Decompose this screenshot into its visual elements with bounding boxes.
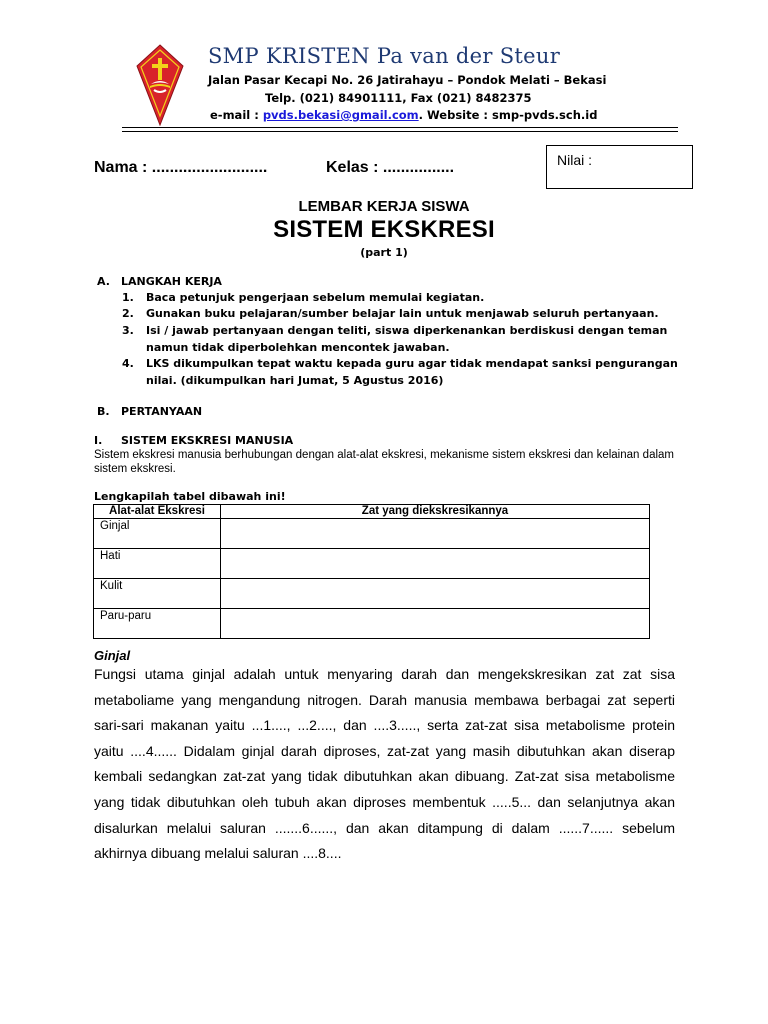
step-number: 1. xyxy=(122,291,134,304)
answer-cell[interactable] xyxy=(221,549,650,579)
organ-cell: Paru-paru xyxy=(94,609,221,639)
step-text: LKS dikumpulkan tepat waktu kepada guru agar tidak mendapat sanksi pengurangan nilai. (dikumpulkan hari Jumat, 5 Agustus 2016) xyxy=(146,357,678,387)
section-b-title: PERTANYAAN xyxy=(121,405,203,418)
table-row xyxy=(94,609,650,639)
section-1-description: Sistem ekskresi manusia berhubungan dengan alat-alat ekskresi, mekanisme sistem ekskresi dan kelainan dalam sistem ekskresi. xyxy=(94,449,674,475)
nama-field: Nama : .......................... xyxy=(94,159,268,176)
email-prefix: e-mail : xyxy=(210,108,263,122)
table-row xyxy=(94,519,650,549)
ginjal-paragraph: Fungsi utama ginjal adalah untuk menyaring darah dan mengekskresikan zat zat sisa metaboliame yang mengandung nitrogen. Darah manusia membawa berbagai zat seperti sari-sari makanan yaitu ...1...., ...2...., dan ....3....., serta zat-zat sisa metabolisme protein yaitu ....4...... Didalam ginjal darah diproses, zat-zat yang masih dibutuhkan akan diserap kembali sedangkan zat-zat yang tidak dibutuhkan akan dibuang. Zat-zat sisa metabolisme yang tidak dibutuhkan oleh tubuh akan diproses membentuk .....5... dan selanjutnya akan disalurkan melalui saluran .......6......, dan akan ditampung di dalam ......7...... sebelum akhirnya dibuang melalui saluran ....8.... xyxy=(94,666,675,862)
header-rule xyxy=(122,127,678,128)
section-a-title: LANGKAH KERJA xyxy=(121,275,222,288)
email-link[interactable]: pvds.bekasi@gmail.com xyxy=(262,108,419,122)
section-a-label: A. xyxy=(97,275,110,288)
nilai-label: Nilai : xyxy=(557,152,593,168)
step-number: 4. xyxy=(122,357,134,370)
table-header: Zat yang diekskresikannya xyxy=(221,505,650,519)
organ-cell: Hati xyxy=(94,549,221,579)
answer-cell[interactable] xyxy=(221,609,650,639)
step-text: Gunakan buku pelajaran/sumber belajar lain untuk menjawab seluruh pertanyaan. xyxy=(146,307,659,320)
table-header: Alat-alat Ekskresi xyxy=(94,505,221,519)
header-rule-thin xyxy=(122,131,678,132)
kelas-field: Kelas : ................ xyxy=(326,159,455,176)
school-address: Jalan Pasar Kecapi No. 26 Jatirahayu – Pondok Melati – Bekasi xyxy=(208,73,607,87)
school-logo xyxy=(136,44,184,126)
ginjal-heading: Ginjal xyxy=(94,648,131,663)
organ-cell: Ginjal xyxy=(94,519,221,549)
school-phone: Telp. (021) 84901111, Fax (021) 8482375 xyxy=(265,91,532,105)
answer-cell[interactable] xyxy=(221,519,650,549)
table-header-row xyxy=(94,505,650,519)
organ-cell: Kulit xyxy=(94,579,221,609)
website-text: . Website : smp-pvds.sch.id xyxy=(418,108,598,122)
school-contact xyxy=(210,108,597,122)
step-text: Isi / jawab pertanyaan dengan teliti, siswa diperkenankan berdiskusi dengan teman namun tidak diperbolehkan mencontek jawaban. xyxy=(146,324,668,354)
school-name: SMP KRISTEN Pa van der Steur xyxy=(208,44,561,68)
nilai-box xyxy=(546,145,693,189)
excretion-table xyxy=(93,504,650,639)
section-b-label: B. xyxy=(97,405,110,418)
step-number: 2. xyxy=(122,307,134,320)
cross-icon xyxy=(158,58,162,80)
worksheet-part: (part 1) xyxy=(360,246,408,259)
worksheet-topic: SISTEM EKSKRESI xyxy=(273,216,495,243)
table-row xyxy=(94,549,650,579)
step-number: 3. xyxy=(122,324,134,337)
table-instruction: Lengkapilah tabel dibawah ini! xyxy=(94,490,286,503)
answer-cell[interactable] xyxy=(221,579,650,609)
table-row xyxy=(94,579,650,609)
section-1-title: SISTEM EKSKRESI MANUSIA xyxy=(121,434,294,447)
worksheet-title: LEMBAR KERJA SISWA xyxy=(298,198,470,215)
step-text: Baca petunjuk pengerjaan sebelum memulai kegiatan. xyxy=(146,291,485,304)
section-1-label: I. xyxy=(94,434,103,447)
